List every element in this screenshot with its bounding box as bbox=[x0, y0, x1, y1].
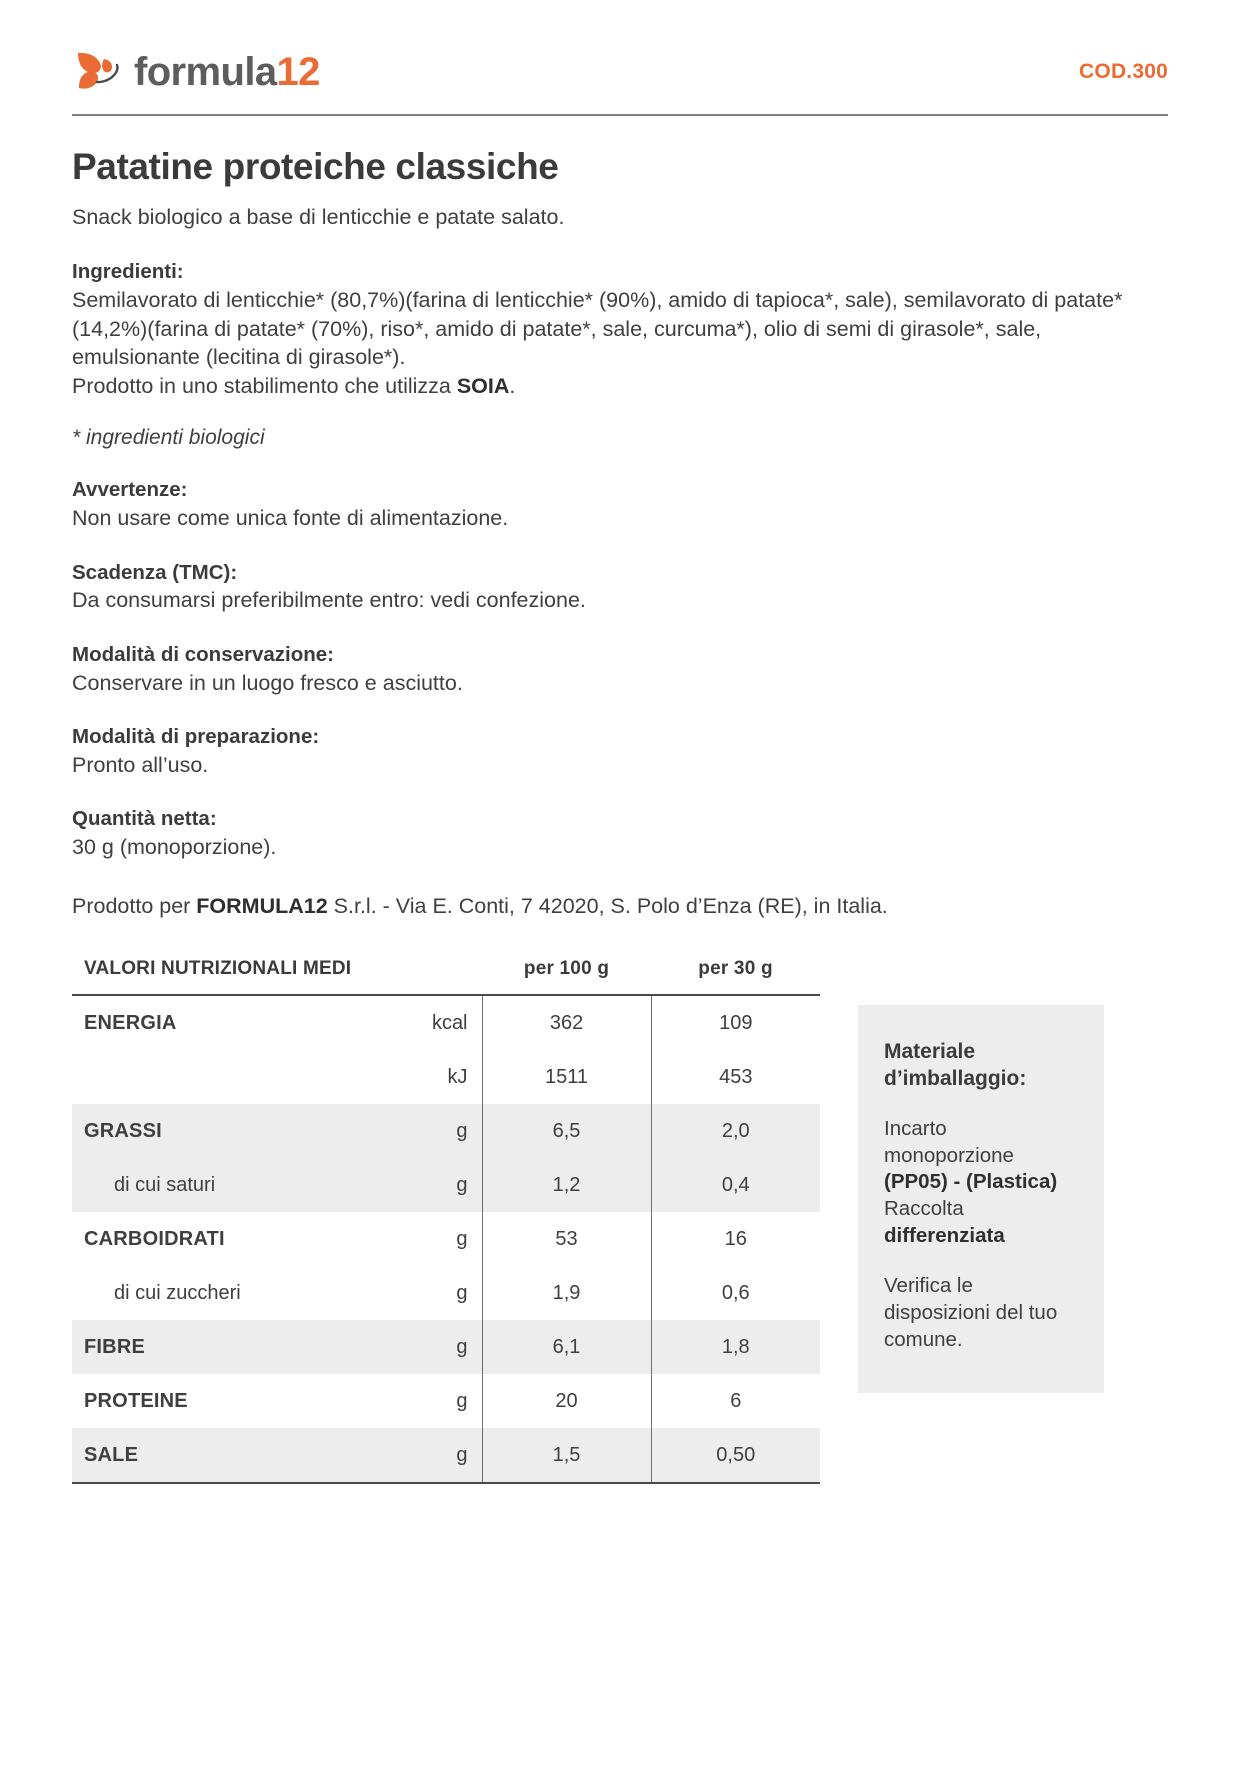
nutrient-name: GRASSI bbox=[72, 1104, 404, 1158]
nutrient-name: CARBOIDRATI bbox=[84, 1227, 225, 1250]
nutrition-table bbox=[72, 958, 820, 1484]
packaging-text-2: Raccolta bbox=[884, 1197, 964, 1221]
allergen-soia: SOIA bbox=[456, 373, 510, 398]
table-row bbox=[72, 1428, 820, 1483]
nutrient-name: SALE bbox=[72, 1428, 404, 1483]
packaging-title: Materiale d’imballaggio: bbox=[884, 1040, 1027, 1090]
nutrient-value-per-100g: 53 bbox=[482, 1212, 651, 1266]
table-row bbox=[72, 1104, 820, 1158]
ingredients-heading: Ingredienti: bbox=[72, 260, 184, 284]
section-storage bbox=[72, 642, 1168, 697]
brand-wordmark bbox=[134, 52, 320, 92]
organic-footnote: * ingredienti biologici bbox=[72, 426, 265, 450]
page-title: Patatine proteiche classiche bbox=[72, 146, 559, 187]
nutrient-name bbox=[72, 1050, 404, 1104]
nutrient-unit: g bbox=[404, 1212, 482, 1266]
packaging-text-1: Incarto monoporzione bbox=[884, 1117, 1014, 1167]
nutrient-value-per-100g: 1,2 bbox=[482, 1158, 651, 1212]
packaging-body bbox=[884, 1116, 1078, 1249]
table-row bbox=[72, 1320, 820, 1374]
table-row bbox=[72, 995, 820, 1050]
nutrient-unit: g bbox=[404, 1320, 482, 1374]
nutrition-area bbox=[72, 958, 1168, 1484]
preparation-body: Pronto all’uso. bbox=[72, 752, 209, 777]
nutrient-value-per-100g: 1,9 bbox=[482, 1266, 651, 1320]
nutrient-value-per-30g: 109 bbox=[719, 1011, 753, 1034]
nutrient-unit: g bbox=[404, 1104, 482, 1158]
table-row bbox=[72, 1212, 820, 1266]
nutrient-value-per-100g: 1511 bbox=[482, 1050, 651, 1104]
nutrient-value-per-100g: 6,5 bbox=[482, 1104, 651, 1158]
nutrient-unit: g bbox=[404, 1374, 482, 1428]
table-row bbox=[72, 1158, 820, 1212]
nutrient-value-per-30g: 16 bbox=[724, 1227, 747, 1250]
nutrient-value-per-100g: 362 bbox=[482, 995, 651, 1050]
nutrient-name: PROTEINE bbox=[84, 1389, 188, 1412]
nutrient-name: di cui saturi bbox=[72, 1158, 404, 1212]
nutrient-value-per-30g: 0,50 bbox=[651, 1428, 820, 1483]
packaging-note: Verifica le disposizioni del tuo comune. bbox=[884, 1274, 1058, 1351]
nutrient-value-per-30g: 2,0 bbox=[651, 1104, 820, 1158]
page-content bbox=[72, 36, 1168, 1484]
ingredients-allergen-suffix: . bbox=[509, 373, 516, 398]
expiry-body: Da consumarsi preferibilmente entro: vedi confezione. bbox=[72, 588, 586, 613]
nutrient-unit: g bbox=[404, 1266, 482, 1320]
nutrient-name: ENERGIA bbox=[84, 1011, 177, 1034]
nutrition-table-wrap bbox=[72, 958, 820, 1484]
section-expiry bbox=[72, 560, 1168, 615]
nutrient-value-per-30g: 1,8 bbox=[651, 1320, 820, 1374]
ingredients-list-text: Semilavorato di lenticchie* (80,7%)(farina di lenticchie* (90%), amido di tapioca*, sale), semilavorato di patate* (14,2%)(farina di patate* (70%), riso*, amido di patate*, sale, curcuma*), olio di semi di girasole*, sale, emulsionante (lecitina di girasole*). bbox=[72, 288, 1123, 370]
producer-company: FORMULA12 bbox=[196, 893, 328, 918]
table-row bbox=[72, 1050, 820, 1104]
nutrient-value-per-100g: 20 bbox=[482, 1374, 651, 1428]
net-quantity-body: 30 g (monoporzione). bbox=[72, 835, 277, 860]
preparation-heading: Modalità di preparazione: bbox=[72, 725, 320, 749]
section-ingredients bbox=[72, 259, 1168, 450]
nutrient-unit: g bbox=[404, 1158, 482, 1212]
nutrient-value-per-30g: 0,6 bbox=[721, 1281, 750, 1304]
table-row bbox=[72, 1374, 820, 1428]
nutrient-value-per-100g: 1,5 bbox=[482, 1428, 651, 1483]
warnings-body: Non usare come unica fonte di alimentazione. bbox=[72, 506, 509, 531]
ingredients-body bbox=[72, 286, 1168, 400]
product-code: COD.300 bbox=[1079, 60, 1168, 83]
nutrient-value-per-30g: 453 bbox=[719, 1065, 753, 1088]
packaging-info-box bbox=[858, 1005, 1104, 1393]
warnings-heading: Avvertenze: bbox=[72, 478, 188, 502]
producer-line bbox=[72, 892, 1168, 921]
ingredients-allergen-prefix: Prodotto in uno stabilimento che utilizza bbox=[72, 373, 457, 398]
expiry-heading: Scadenza (TMC): bbox=[72, 560, 238, 584]
nutrient-value-per-30g: 0,4 bbox=[651, 1158, 820, 1212]
nutrient-unit: g bbox=[404, 1428, 482, 1483]
table-row bbox=[72, 1266, 820, 1320]
packaging-material-code: (PP05) - (Plastica) bbox=[884, 1170, 1058, 1194]
col-header-name: VALORI NUTRIZIONALI MEDI bbox=[72, 958, 482, 995]
product-subtitle: Snack biologico a base di lenticchie e patate salato. bbox=[72, 205, 565, 230]
nutrient-name: FIBRE bbox=[72, 1320, 404, 1374]
nutrient-unit: kcal bbox=[404, 995, 482, 1050]
brand-suffix-text: 12 bbox=[276, 50, 320, 94]
section-warnings bbox=[72, 477, 1168, 532]
producer-prefix: Prodotto per bbox=[72, 893, 197, 918]
col-header-per-100g: per 100 g bbox=[482, 958, 651, 995]
brand-name-text: formula bbox=[134, 50, 277, 94]
butterfly-logo-icon bbox=[72, 44, 128, 100]
net-quantity-heading: Quantità netta: bbox=[72, 807, 217, 831]
page-header bbox=[72, 36, 1168, 108]
nutrient-name: di cui zuccheri bbox=[114, 1281, 241, 1304]
storage-heading: Modalità di conservazione: bbox=[72, 642, 334, 666]
table-header-row bbox=[72, 958, 820, 995]
producer-address: S.r.l. - Via E. Conti, 7 42020, S. Polo d’Enza (RE), in Italia. bbox=[327, 893, 888, 918]
section-preparation bbox=[72, 724, 1168, 779]
brand-lockup bbox=[72, 44, 320, 100]
nutrient-value-per-100g: 6,1 bbox=[482, 1320, 651, 1374]
storage-body: Conservare in un luogo fresco e asciutto. bbox=[72, 670, 463, 695]
section-net-quantity bbox=[72, 806, 1168, 861]
nutrient-unit: kJ bbox=[404, 1050, 482, 1104]
nutrition-table-head bbox=[72, 958, 820, 995]
nutrition-table-body bbox=[72, 995, 820, 1483]
col-header-per-30g: per 30 g bbox=[651, 958, 820, 995]
packaging-collection-type: differenziata bbox=[884, 1223, 1005, 1247]
nutrient-value-per-30g: 6 bbox=[730, 1389, 742, 1412]
header-divider bbox=[72, 114, 1168, 116]
